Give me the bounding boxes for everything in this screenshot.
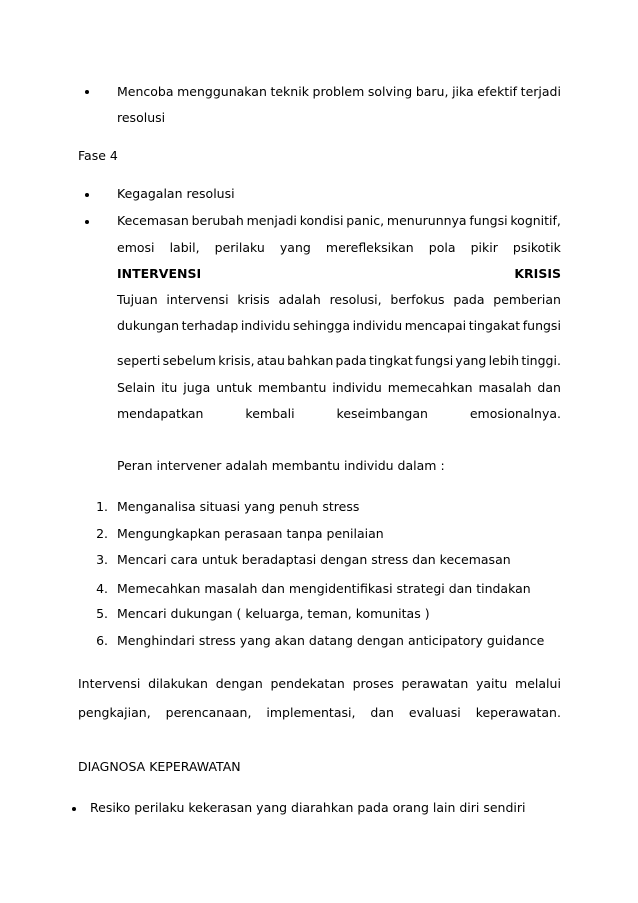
paragraph-line [78,705,561,721]
word: INTERVENSI [117,266,202,281]
word: sehingga [292,318,351,333]
word: labil, [169,240,200,255]
word: solving [367,84,413,99]
list-text: Menganalisa situasi yang penuh stress [117,499,360,514]
word: Intervensi [78,676,141,691]
word: tinggi. [521,353,561,368]
word: dengan [215,676,263,691]
word: emosi [117,240,155,255]
list-text: Memecahkan masalah dan mengidentifikasi strategi dan tindakan [117,581,531,596]
word: yang [455,353,487,368]
word: efektif [477,84,518,99]
word: terjadi [520,84,561,99]
word: seperti [117,353,161,368]
word: Mencoba [117,84,174,99]
word: proses [352,676,394,691]
word: memecahkan [387,380,473,395]
word: masalah [478,380,532,395]
word: individu [332,380,382,395]
word: fungsi [469,213,508,228]
paragraph-line [117,380,561,396]
paragraph-line [117,406,561,422]
word: problem [312,84,365,99]
bullet-text-line: Kegagalan resolusi [117,186,235,201]
word: KRISIS [514,266,561,281]
word: adalah [278,292,321,307]
list-number: 4. [96,581,108,596]
list-number: 6. [96,633,108,648]
word: resolusi, [329,292,382,307]
bullet-text-line [117,213,561,229]
word: keperawatan. [475,705,561,720]
bullet-dot [85,220,89,224]
word: individu [240,318,291,333]
word: tingkat [368,353,413,368]
word: teknik [270,84,309,99]
word: perawatan [401,676,469,691]
word: Selain [117,380,156,395]
word: menjadi [246,213,297,228]
list-text: Mengungkapkan perasaan tanpa penilaian [117,526,384,541]
word: mencapai [404,318,467,333]
word: panic, [346,213,385,228]
word: itu [161,380,178,395]
word: kognitif, [510,213,561,228]
word: individu [352,318,403,333]
paragraph-line [117,292,561,308]
diagnosa-bullet-text: Resiko perilaku kekerasan yang diarahkan pada orang lain diri sendiri [90,800,526,815]
word: dan [370,705,394,720]
word: pendekatan [270,676,345,691]
word: psikotik [512,240,561,255]
word: berfokus [390,292,445,307]
word: menurunnya [386,213,467,228]
word: berubah [191,213,244,228]
word: perilaku [214,240,265,255]
word: perencanaan, [165,705,252,720]
word: kembali [245,406,295,421]
word: krisis, [218,353,255,368]
word: yang [279,240,311,255]
word: pada [335,353,367,368]
word: bahkan [287,353,334,368]
diagnosa-heading: DIAGNOSA KEPERAWATAN [78,759,241,774]
word: yaitu [475,676,508,691]
list-text: Mencari dukungan ( keluarga, teman, komunitas ) [117,606,430,621]
word: pola [428,240,456,255]
section-heading: Fase 4 [78,148,118,163]
word: tingakat [468,318,521,333]
word: Tujuan [117,292,158,307]
peran-intro: Peran intervener adalah membantu individu dalam : [117,458,445,473]
word: pemberian [493,292,561,307]
paragraph-line [117,318,561,334]
paragraph-line [117,353,561,369]
word: lebih [488,353,520,368]
list-number: 3. [96,552,108,567]
word: melalui [515,676,561,691]
list-number: 5. [96,606,108,621]
bullet-dot [72,807,76,811]
word: pikir [470,240,498,255]
word: jika [452,84,474,99]
word: juga [183,380,211,395]
word: dukungan [117,318,180,333]
word: membantu [258,380,327,395]
word: emosionalnya. [469,406,561,421]
bullet-text-line [117,84,561,100]
list-text: Menghindari stress yang akan datang dengan anticipatory guidance [117,633,545,648]
bullet-dot [85,90,89,94]
word: dilakukan [148,676,208,691]
word: evaluasi [408,705,461,720]
word: terhadap [181,318,239,333]
word: baru, [415,84,449,99]
list-number: 1. [96,499,108,514]
word: sebelum [162,353,216,368]
bullet-text-line: resolusi [117,110,166,125]
bullet-dot [85,193,89,197]
bullet-text-line [117,240,561,256]
word: intervensi [166,292,229,307]
word: menggunakan [177,84,267,99]
word: atau [256,353,285,368]
word: mendapatkan [117,406,204,421]
intervensi-heading [117,266,561,282]
word: dan [537,380,561,395]
word: pengkajian, [78,705,151,720]
list-text: Mencari cara untuk beradaptasi dengan stress dan kecemasan [117,552,511,567]
word: keseimbangan [336,406,428,421]
word: fungsi [415,353,454,368]
list-number: 2. [96,526,108,541]
word: kondisi [299,213,344,228]
word: merefleksikan [325,240,414,255]
word: untuk [216,380,253,395]
word: pada [453,292,485,307]
word: fungsi [522,318,561,333]
word: implementasi, [266,705,356,720]
paragraph-line [78,676,561,692]
word: Kecemasan [117,213,189,228]
word: krisis [237,292,270,307]
